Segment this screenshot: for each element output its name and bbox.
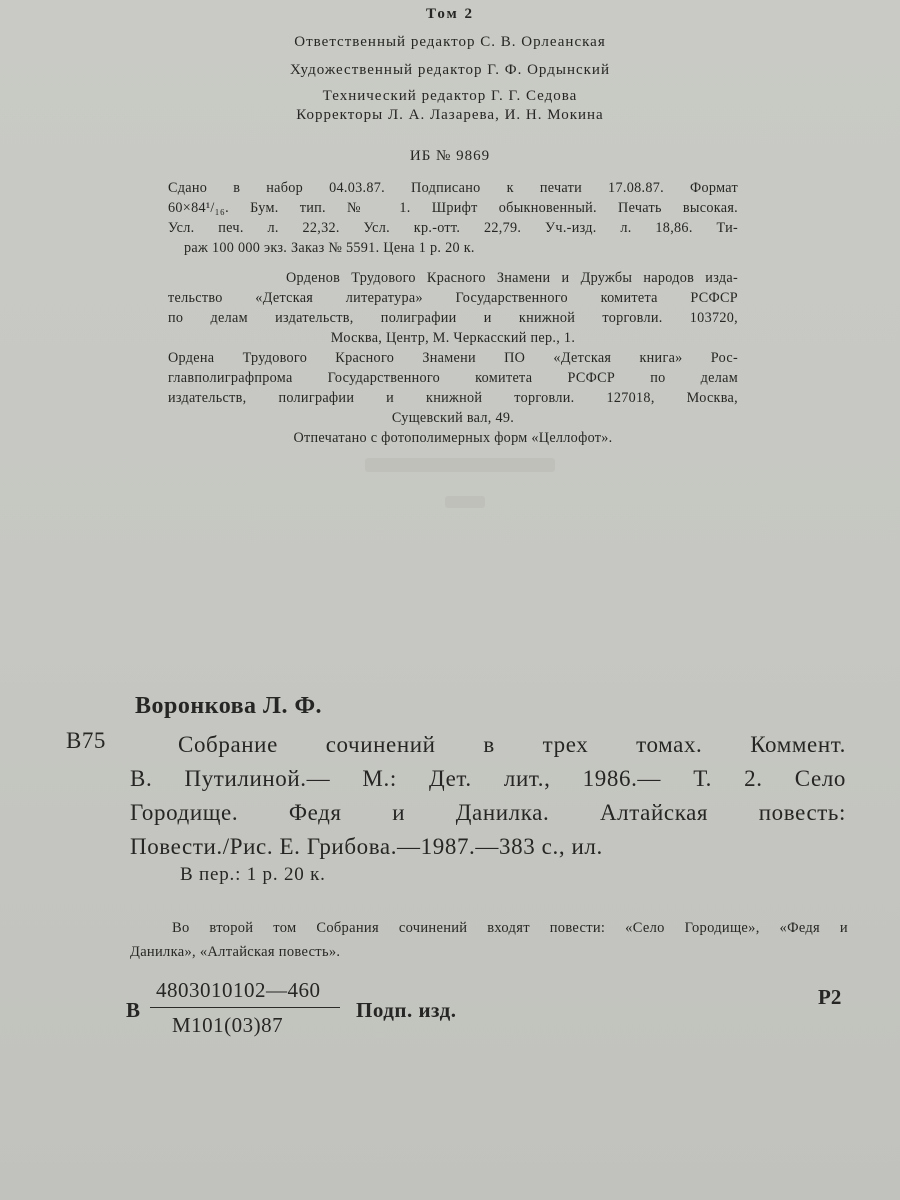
publisher-line: Ордена Трудового Красного Знамени ПО «Детская книга» Рос- bbox=[168, 350, 738, 366]
description-line: Повести./Рис. Е. Грибова.—1987.—383 с., ил. bbox=[130, 834, 603, 859]
publisher-line: Отпечатано с фотополимерных форм «Целлофот». bbox=[293, 430, 613, 446]
publisher-line: главполиграфпрома Государственного комитета РСФСР по делам bbox=[168, 370, 738, 386]
publisher-line: Сущевский вал, 49. bbox=[391, 410, 515, 426]
description-line: В. Путилиной.— М.: Дет. лит., 1986.— Т. 2. Село bbox=[130, 766, 846, 791]
index-letter: В bbox=[126, 998, 141, 1022]
catalog-description bbox=[130, 728, 846, 864]
publisher-line: по делам издательств, полиграфии и книжной торговли. 103720, bbox=[168, 310, 738, 326]
contents-line: Во второй том Собрания сочинений входят повести: «Село Городище», «Федя и bbox=[172, 920, 848, 936]
fraction-line bbox=[150, 1007, 340, 1008]
print-info-line: раж 100 000 экз. Заказ № 5591. Цена 1 р. 20 к. bbox=[184, 240, 475, 256]
classification-code: Р2 bbox=[818, 985, 842, 1009]
show-through-text bbox=[365, 458, 565, 518]
catalog-code: В75 bbox=[66, 728, 106, 753]
responsible-editor: Ответственный редактор С. В. Орлеанская bbox=[294, 34, 606, 50]
technical-editor: Технический редактор Г. Г. Седова bbox=[322, 88, 578, 104]
description-line: Собрание сочинений в трех томах. Коммент. bbox=[178, 732, 846, 757]
publisher-line: Москва, Центр, М. Черкасский пер., 1. bbox=[330, 330, 576, 346]
index-denominator: М101(03)87 bbox=[172, 1013, 284, 1037]
publisher-info-block bbox=[168, 268, 738, 448]
show-through-mark bbox=[365, 458, 555, 472]
volume-label: Том 2 bbox=[425, 6, 474, 22]
description-line: Городище. Федя и Данилка. Алтайская повесть: bbox=[130, 800, 846, 825]
show-through-mark bbox=[445, 496, 485, 508]
catalog-price: В пер.: 1 р. 20 к. bbox=[180, 864, 326, 885]
catalog-author: Воронкова Л. Ф. bbox=[135, 693, 323, 719]
print-info-line: Сдано в набор 04.03.87. Подписано к печати 17.08.87. Формат bbox=[168, 180, 738, 196]
publisher-line: Орденов Трудового Красного Знамени и Дружбы народов изда- bbox=[286, 270, 738, 286]
art-editor: Художественный редактор Г. Ф. Ордынский bbox=[290, 62, 610, 78]
volume-contents bbox=[130, 916, 848, 964]
print-info-line: 60×84¹/₁₆. Бум. тип. № 1. Шрифт обыкновенный. Печать высокая. bbox=[168, 200, 738, 216]
publisher-line: издательств, полиграфии и книжной торговли. 127018, Москва, bbox=[168, 390, 738, 406]
contents-line: Данилка», «Алтайская повесть». bbox=[130, 944, 341, 960]
subscription-label: Подп. изд. bbox=[356, 998, 457, 1022]
index-numerator: 4803010102—460 bbox=[156, 978, 321, 1002]
proofreaders: Корректоры Л. А. Лазарева, И. Н. Мокина bbox=[296, 107, 604, 123]
print-info-line: Усл. печ. л. 22,32. Усл. кр.-отт. 22,79. Уч.-изд. л. 18,86. Ти- bbox=[168, 220, 738, 236]
ib-number: ИБ № 9869 bbox=[409, 148, 491, 164]
publisher-line: тельство «Детская литература» Государственного комитета РСФСР bbox=[168, 290, 738, 306]
print-info-block bbox=[168, 178, 738, 258]
